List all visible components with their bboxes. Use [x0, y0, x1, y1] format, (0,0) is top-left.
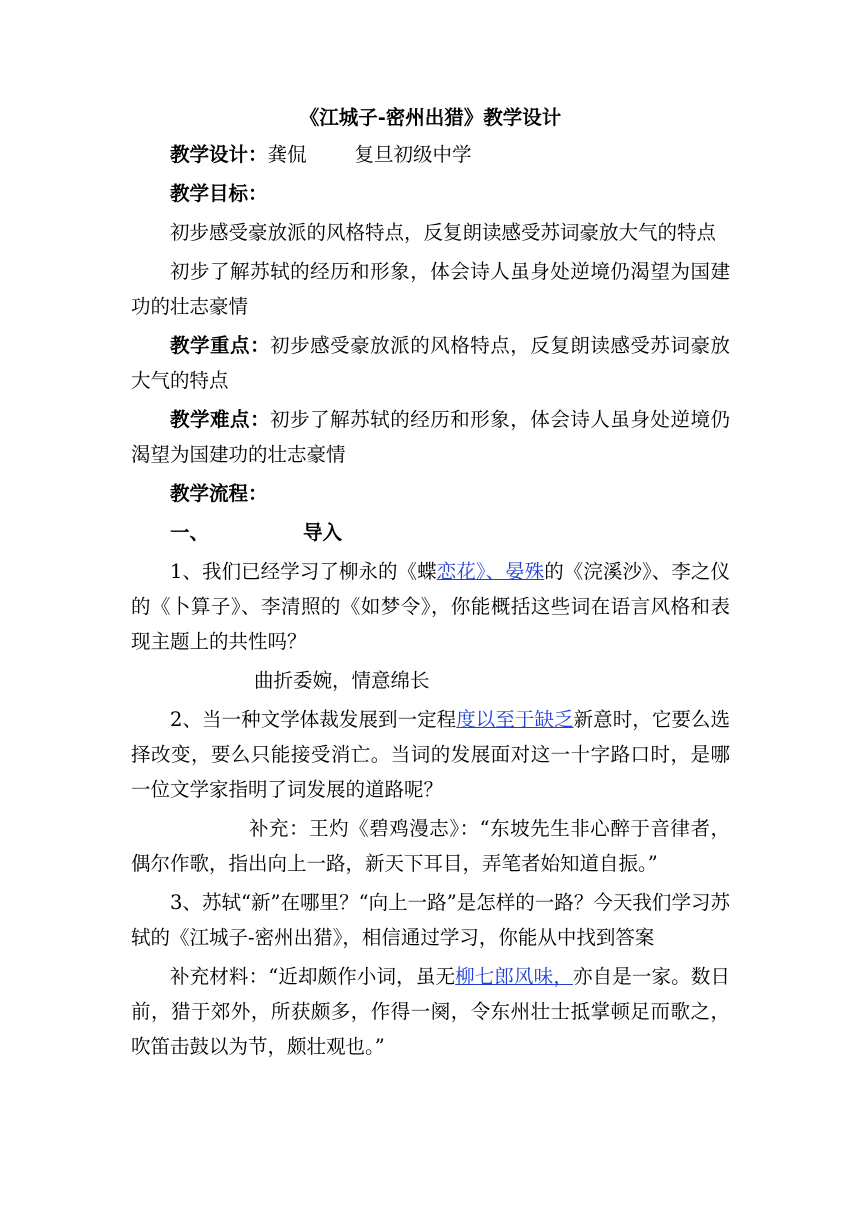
document-body	[131, 100, 730, 1068]
question-1	[131, 554, 730, 659]
question-3: 3、苏轼“新”在哪里？“向上一路”是怎样的一路？今天我们学习苏轼的《江城子-密州出猎》，相信通过学习，你能从中找到答案	[131, 891, 730, 949]
supplement-1: 补充：王灼《碧鸡漫志》：“东坡先生非心醉于音律者，偶尔作歌，指出向上一路，新天下耳目，弄笔者始知道自振。”	[131, 817, 730, 875]
key-point-text: 初步感受豪放派的风格特点，反复朗读感受苏词豪放大气的特点	[131, 334, 730, 392]
question-2-link[interactable]: 度以至于缺乏	[456, 708, 574, 731]
question-1-text-a: 1、我们已经学习了柳永的《蝶	[170, 560, 437, 583]
question-2	[131, 702, 730, 807]
difficulty-text: 初步了解苏轼的经历和形象，体会诗人虽身处逆境仍渴望为国建功的壮志豪情	[131, 408, 730, 466]
designer-label: 教学设计：	[170, 143, 268, 166]
question-1-link[interactable]: 恋花》、晏殊	[436, 560, 545, 583]
supplement-2	[131, 959, 730, 1064]
designer-name: 龚侃	[267, 143, 307, 166]
difficulty-label: 教学难点：	[170, 408, 271, 431]
section-1-title: 导入	[303, 521, 343, 544]
question-2-text-b: 新意时，它要么选择改变，要么只能接受消亡。当词的发展面对这一十字路口时，是哪一位文学家指明了词发展的道路呢？	[131, 708, 730, 801]
goal-1: 初步感受豪放派的风格特点，反复朗读感受苏词豪放大气的特点	[170, 221, 717, 244]
answer-1: 曲折委婉，情意绵长	[254, 669, 430, 692]
flow-heading: 教学流程：	[170, 482, 268, 505]
supplement-2-text-a: 补充材料：“近却颇作小词，虽无	[170, 965, 456, 988]
question-2-text-a: 2、当一种文学体裁发展到一定程	[170, 708, 457, 731]
section-1-heading	[131, 515, 730, 550]
goals-heading: 教学目标：	[170, 182, 268, 205]
school-name: 复旦初级中学	[354, 143, 472, 166]
page-title: 《江城子-密州出猎》教学设计	[299, 106, 562, 129]
key-point-label: 教学重点：	[170, 334, 271, 357]
key-point	[131, 328, 730, 398]
supplement-2-text-b: 亦自是一家。数日前，猎于郊外，所获颇多，作得一阕，令东州壮士抵掌顿足而歌之，吹笛击鼓以为节，颇壮观也。”	[131, 965, 730, 1058]
difficulty-point	[131, 402, 730, 472]
designer-line	[131, 137, 730, 172]
section-1-number: 一、	[170, 521, 210, 544]
supplement-2-link[interactable]: 柳七郎风味，	[455, 965, 573, 988]
goal-2: 初步了解苏轼的经历和形象，体会诗人虽身处逆境仍渴望为国建功的壮志豪情	[131, 260, 730, 318]
question-1-text-b: 的《浣溪沙》、李之仪的《卜算子》、李清照的《如梦令》，你能概括这些词在语言风格和表现主题上的共性吗？	[131, 560, 730, 653]
